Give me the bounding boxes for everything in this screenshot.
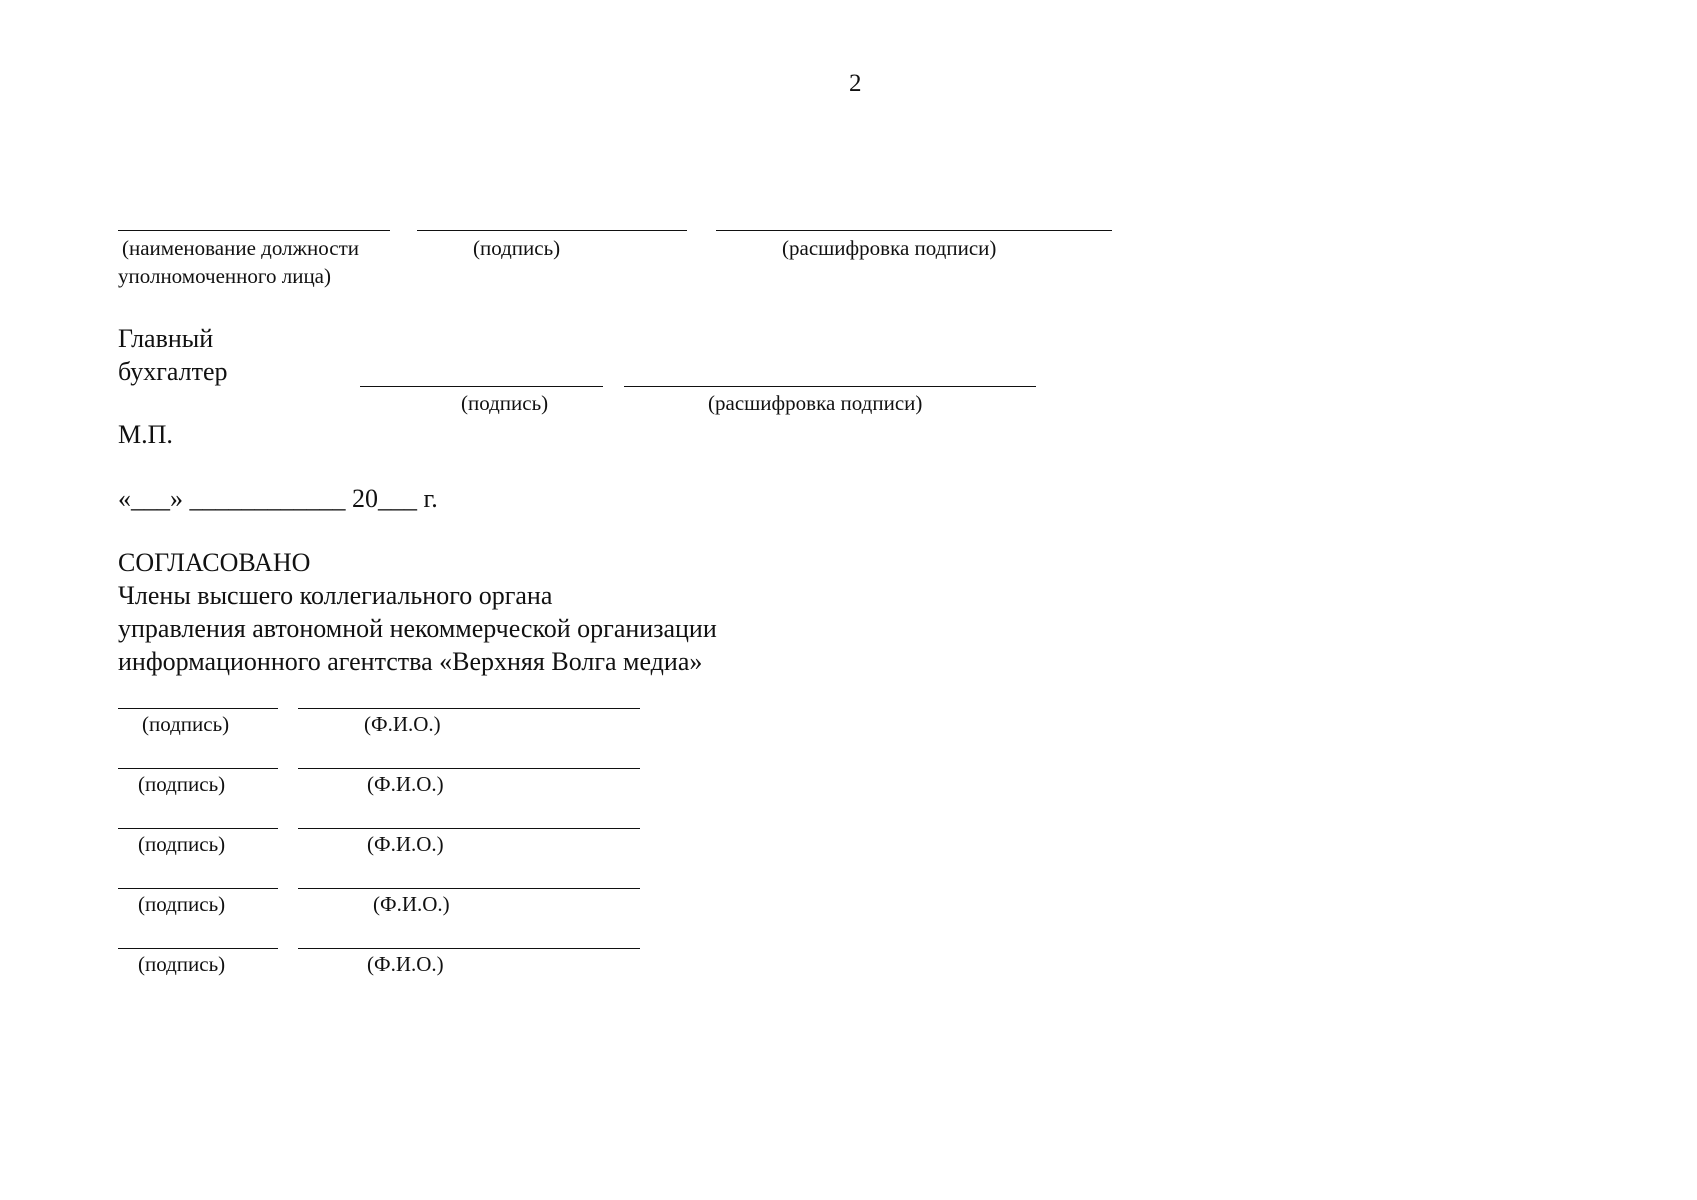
member-signature-caption: (подпись) (138, 832, 226, 856)
page-number: 2 (849, 70, 862, 97)
member-signature-line (118, 708, 278, 709)
date-year-blank: ___ (378, 484, 417, 513)
member-signature-line (118, 828, 278, 829)
position-caption-line1: (наименование должности (122, 236, 360, 260)
date-day-blank: ___ (131, 484, 170, 513)
member-name-line (298, 888, 640, 889)
member-signature-caption: (подпись) (142, 712, 230, 736)
approval-line2: управления автономной некоммерческой организации (118, 614, 717, 643)
signature-caption: (подпись) (473, 236, 561, 260)
member-name-caption: (Ф.И.О.) (364, 712, 441, 736)
date-month-blank: ____________ (189, 484, 346, 513)
member-name-caption: (Ф.И.О.) (367, 832, 444, 856)
member-signature-line (118, 888, 278, 889)
member-signature-line (118, 768, 278, 769)
approval-title: СОГЛАСОВАНО (118, 548, 311, 577)
date-close-quote: » (170, 484, 183, 513)
position-line (118, 230, 390, 231)
chief-signature-line (360, 386, 603, 387)
chief-decoding-line (624, 386, 1036, 387)
member-name-line (298, 708, 640, 709)
chief-decoding-caption: (расшифровка подписи) (708, 391, 923, 415)
member-signature-caption: (подпись) (138, 772, 226, 796)
signature-line (417, 230, 687, 231)
date-year-prefix: 20 (352, 484, 378, 513)
decoding-line (716, 230, 1112, 231)
member-name-caption: (Ф.И.О.) (373, 892, 450, 916)
member-name-line (298, 948, 640, 949)
member-name-caption: (Ф.И.О.) (367, 952, 444, 976)
approval-line3: информационного агентства «Верхняя Волга медиа» (118, 647, 703, 676)
date-open-quote: « (118, 484, 131, 513)
member-name-caption: (Ф.И.О.) (367, 772, 444, 796)
member-name-line (298, 828, 640, 829)
approval-line1: Члены высшего коллегиального органа (118, 581, 553, 610)
chief-accountant-label-line2: бухгалтер (118, 357, 228, 386)
member-signature-caption: (подпись) (138, 952, 226, 976)
decoding-caption: (расшифровка подписи) (782, 236, 997, 260)
chief-accountant-label-line1: Главный (118, 324, 214, 353)
chief-signature-caption: (подпись) (461, 391, 549, 415)
member-signature-line (118, 948, 278, 949)
date-line (118, 484, 438, 514)
date-year-suffix: г. (423, 484, 438, 513)
position-caption-line2: уполномоченного лица) (118, 264, 331, 288)
member-signature-caption: (подпись) (138, 892, 226, 916)
stamp-label: М.П. (118, 420, 173, 449)
member-name-line (298, 768, 640, 769)
